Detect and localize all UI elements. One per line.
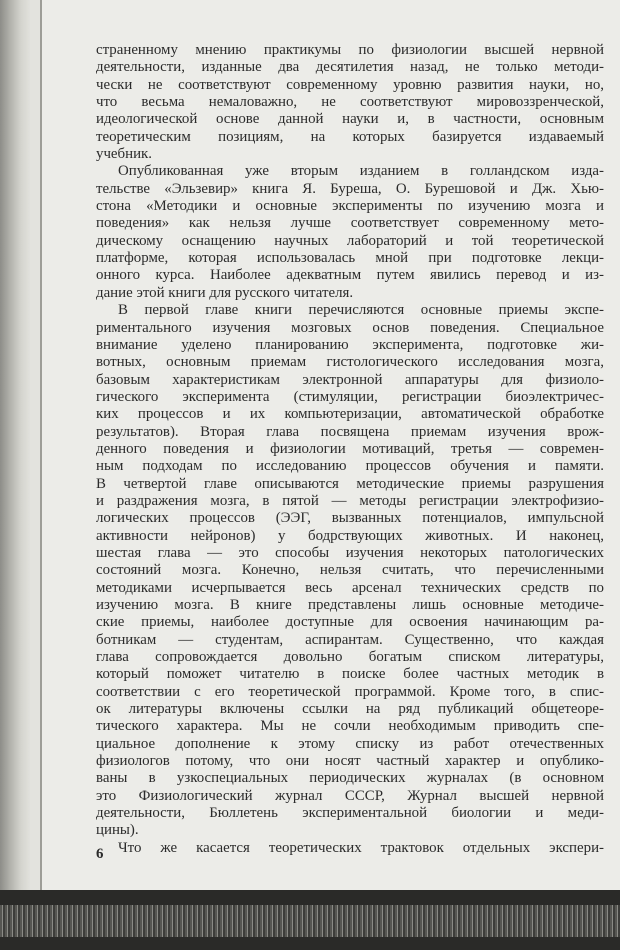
text-line: ские приемы, наиболее доступные для освоения начинающим ра- (96, 614, 604, 631)
text-line: онного курса. Наиболее адекватным путем явились перевод и из- (96, 267, 604, 284)
page-number: 6 (96, 846, 104, 862)
text-line: методиками исчерпывается весь арсенал технических средств по (96, 579, 604, 596)
text-line: активности нейронов) у бодрствующих животных. И наконец, (96, 527, 604, 544)
text-line: чески не соответствуют современному уровню развития науки, но, (96, 76, 604, 93)
text-line: поведения» как нельзя лучше соответствует современному мето- (96, 215, 604, 232)
text-line: теоретическим позициям, на которых базируется издаваемый (96, 128, 604, 145)
text-line: стона «Методики и основные эксперименты по изучению мозга и (96, 198, 604, 215)
text-line: тического характера. Мы не сочли необходимым приводить спе- (96, 718, 604, 735)
text-line: В четвертой главе описываются методические приемы разрушения (96, 475, 604, 492)
text-line: Опубликованная уже вторым изданием в голландском изда- (118, 163, 604, 180)
text-line: В первой главе книги перечисляются основные приемы экспе- (118, 302, 604, 319)
body-text (96, 42, 604, 857)
text-line: денного поведения и физиологии мотиваций, третья — современ- (96, 440, 604, 457)
text-line: вотных, основным приемам гистологического исследования мозга, (96, 354, 604, 371)
text-line: платформе, которая использовалась мной при подготовке лекци- (96, 250, 604, 267)
text-line: гического эксперимента (стимуляции, регистрации биоэлектричес- (96, 388, 604, 405)
text-line: шестая глава — это способы изучения некоторых патологических (96, 544, 604, 561)
text-line: соответствии с его теоретической программой. Кроме того, в спис- (96, 683, 604, 700)
text-line: риментального изучения мозговых основ поведения. Специальное (96, 319, 604, 336)
text-line: деятельности, Бюллетень экспериментальной биологии и меди- (96, 805, 604, 822)
text-line: результатов). Вторая глава посвящена приемам изучения врож- (96, 423, 604, 440)
text-line: физиологов потому, что они носят частный характер и опублико- (96, 753, 604, 770)
text-line: цины). (96, 822, 139, 839)
text-line: страненному мнению практикумы по физиологии высшей нервной (96, 42, 604, 58)
text-line: идеологической основе данной науки и, в частности, основным (96, 111, 604, 128)
text-line: который поможет читателю в поиске более частных методик в (96, 666, 604, 683)
text-line: учебник. (96, 146, 153, 163)
text-line: дание этой книги для русского читателя. (96, 284, 354, 301)
scan-left-shadow (0, 0, 30, 950)
text-line: логических процессов (ЭЭГ, вызванных потенциалов, импульсной (96, 510, 604, 527)
text-line: состояний мозга. Конечно, нельзя считать, что перечисленными (96, 562, 604, 579)
scan-bottom-strip (0, 905, 620, 937)
text-line: ным подходам по исследованию процессов обучения и памяти. (96, 458, 604, 475)
text-line: тельстве «Эльзевир» книга Я. Буреша, О. Бурешовой и Дж. Хью- (96, 180, 604, 197)
text-line: изучению мозга. В книге представлены лишь основные методиче- (96, 597, 604, 613)
text-line: Что же касается теоретических трактовок отдельных экспери- (118, 839, 604, 856)
text-line: ких процессов и их компьютеризации, автоматической обработке (96, 406, 604, 423)
text-line: деятельности, изданные два десятилетия назад, не только методи- (96, 59, 604, 76)
text-line: базовым характеристикам электронной аппаратуры для физиоло- (96, 371, 604, 388)
text-line: и раздражения мозга, в пятой — методы регистрации электрофизио- (96, 492, 604, 509)
text-line: глава сопровождается довольно богатым списком литературы, (96, 649, 604, 666)
text-line: дическому оснащению научных лабораторий и той теоретической (96, 232, 604, 249)
text-line: ок литературы включены ссылки на ряд публикаций общетеоре- (96, 701, 604, 718)
text-line: ботникам — студентам, аспирантам. Существенно, что каждая (96, 631, 604, 648)
text-line: внимание уделено планированию эксперимента, подготовке жи- (96, 336, 604, 353)
text-line: циальное дополнение к этому списку из работ отечественных (96, 735, 604, 752)
text-line: что весьма немаловажно, не соответствуют мировоззренческой, (96, 94, 604, 111)
text-line: ваны в узкоспециальных периодических журналах (в основном (96, 770, 604, 787)
text-line: это Физиологический журнал СССР, Журнал высшей нервной (96, 787, 604, 804)
